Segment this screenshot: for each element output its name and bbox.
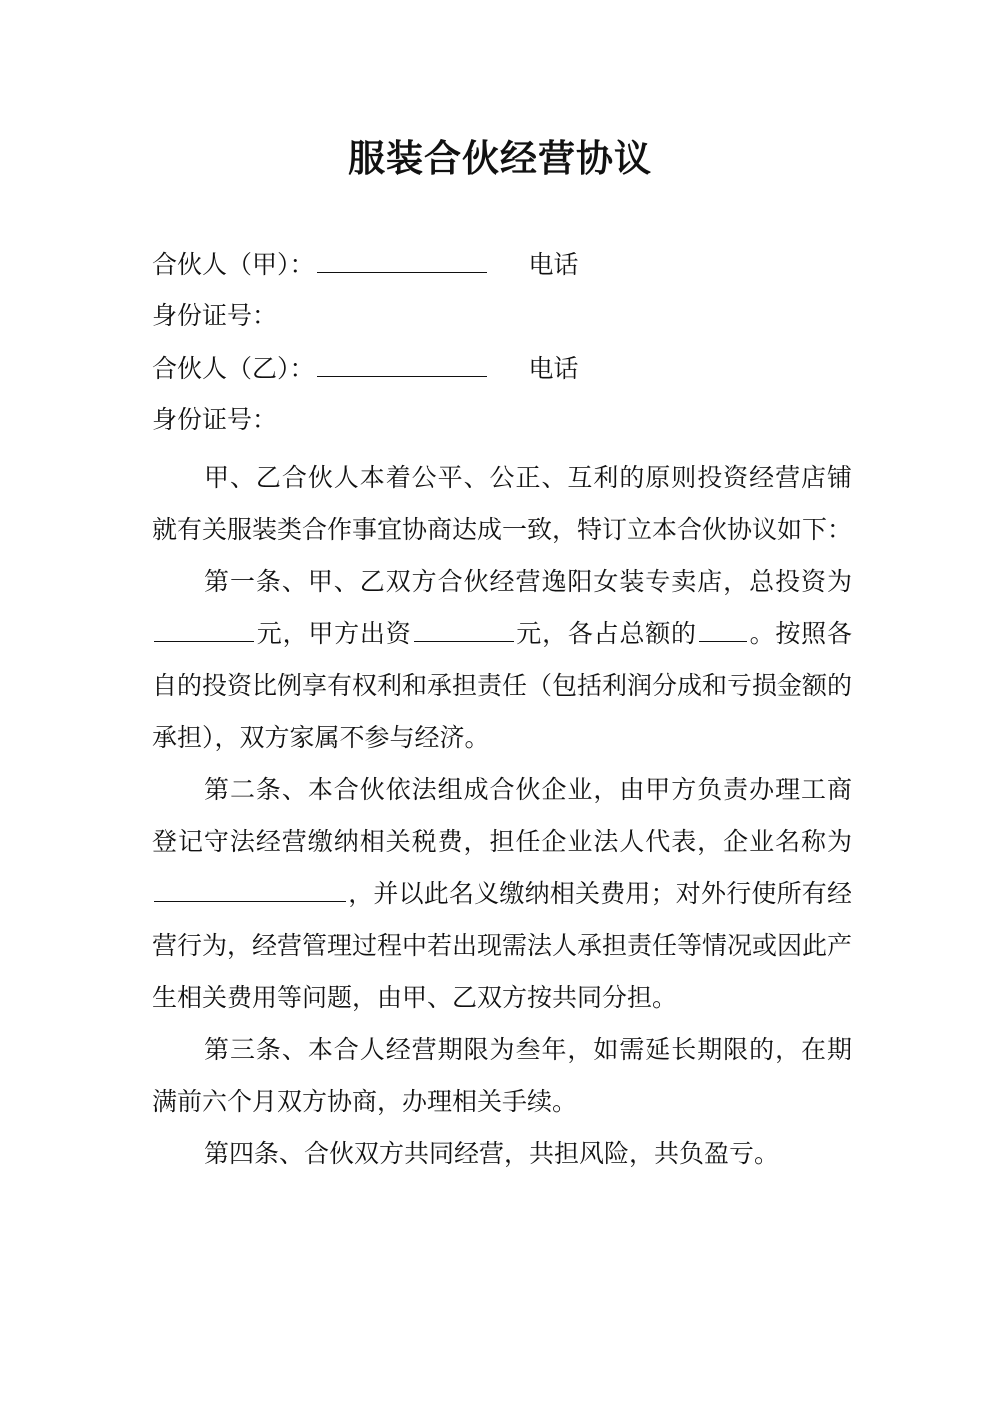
article-3-text: 第三条、本合人经营期限为叁年，如需延长期限的，在期满前六个月双方协商，办理相关手续。	[152, 1035, 852, 1116]
article-4	[152, 1128, 852, 1180]
party-a-investment-blank[interactable]	[414, 611, 514, 642]
document-body	[152, 242, 852, 1180]
article-2-part1: 第二条、本合伙依法组成合伙企业，由甲方负责办理工商登记守法经营缴纳相关税费，担任企业法人代表，企业名称为	[152, 775, 852, 856]
partner-b-name-blank[interactable]	[317, 346, 487, 377]
article-1	[152, 556, 852, 764]
id-label-a: 身份证号：	[152, 301, 278, 330]
article-1-part4: 。按照各自的投资比例享有权利和承担责任（包括利润分成和亏损金额的承担），双方家属不参与经济。	[152, 619, 853, 752]
article-1-part2: 元，甲方出资	[256, 619, 412, 648]
partner-a-label: 合伙人（甲）：	[152, 250, 315, 279]
partner-a-id-line	[152, 294, 852, 346]
partner-b-line	[152, 346, 852, 398]
partner-a-name-blank[interactable]	[317, 242, 487, 273]
id-label-b: 身份证号：	[152, 405, 278, 434]
article-4-text: 第四条、合伙双方共同经营，共担风险，共负盈亏。	[204, 1139, 780, 1168]
share-percent-blank[interactable]	[699, 611, 747, 642]
company-name-blank[interactable]	[154, 871, 346, 902]
article-1-part1: 第一条、甲、乙双方合伙经营逸阳女装专卖店，总投资为	[204, 567, 852, 596]
partner-b-id-line	[152, 398, 852, 450]
article-2-part2: ，并以此名义缴纳相关费用；对外行使所有经营行为，经营管理过程中若出现需法人承担责任等情况或因此产生相关费用等问题，由甲、乙双方按共同分担。	[152, 879, 853, 1012]
intro-paragraph	[152, 452, 852, 556]
phone-label-b: 电话	[528, 354, 579, 383]
article-1-part3: 元，各占总额的	[515, 619, 697, 648]
partner-b-label: 合伙人（乙）：	[152, 354, 315, 383]
partner-a-line	[152, 242, 852, 294]
total-investment-blank[interactable]	[154, 611, 254, 642]
intro-text: 甲、乙合伙人本着公平、公正、互利的原则投资经营店铺就有关服装类合作事宜协商达成一致，特订立本合伙协议如下：	[152, 463, 853, 544]
article-3	[152, 1024, 852, 1128]
document-title: 服装合伙经营协议	[348, 136, 652, 180]
phone-label-a: 电话	[528, 250, 579, 279]
article-2	[152, 764, 852, 1024]
